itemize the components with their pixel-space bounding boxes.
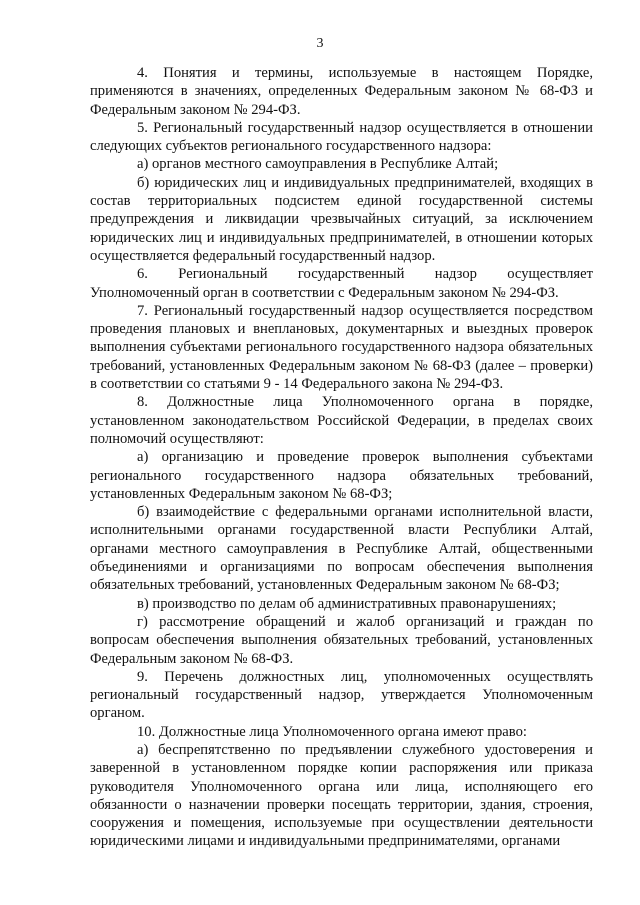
document-body (90, 64, 593, 851)
paragraph-8-item-a: а) организацию и проведение проверок выполнения субъектами регионального государственного надзора обязательных требований, установленных Федеральным законом № 68-ФЗ; (90, 449, 593, 502)
paragraph-8-officials: 8. Должностные лица Уполномоченного органа в порядке, установленном законодательством Российской Федерации, в пределах своих полномочий осуществляют: (90, 394, 593, 447)
paragraph-5-item-a: а) органов местного самоуправления в Республике Алтай; (137, 156, 499, 173)
paragraph-10-item-a: а) беспрепятственно по предъявлении служебного удостоверения и заверенной в установленном порядке копии распоряжения или приказа руководителя Уполномоченного органа или лица, исполняющего его обязанности о назначении проверки посещать территории, здания, строения, сооружения и помещения, используемые при осуществлении деятельности юридическими лицами и индивидуальными предпринимателями, органами (90, 741, 593, 850)
paragraph-7-inspections: 7. Региональный государственный надзор осуществляется посредством проведения плановых и внеплановых, документарных и выездных проверок выполнения субъектами регионального государственного надзора обязательных требований, установленных Федеральным законом № 68-ФЗ (далее – проверки) в соответствии со статьями 9 - 14 Федерального закона № 294-ФЗ. (90, 302, 593, 393)
paragraph-4-terms: 4. Понятия и термины, используемые в настоящем Порядке, применяются в значениях, определенных Федеральным законом № 68-ФЗ и Федеральным законом № 294-ФЗ. (90, 65, 593, 118)
page-number: 3 (316, 36, 324, 51)
paragraph-9-list-of-officials: 9. Перечень должностных лиц, уполномоченных осуществлять региональный государственный надзор, утверждается Уполномоченным органом. (90, 668, 593, 722)
paragraph-8-item-c: в) производство по делам об административных правонарушениях; (137, 595, 557, 612)
paragraph-5-subjects: 5. Региональный государственный надзор осуществляется в отношении следующих субъектов регионального государственного надзора: (90, 119, 593, 155)
paragraph-8-item-d: г) рассмотрение обращений и жалоб организаций и граждан по вопросам обеспечения выполнения обязательных требований, установленных Федеральным законом № 68-ФЗ. (90, 613, 593, 667)
paragraph-5-item-b: б) юридических лиц и индивидуальных предпринимателей, входящих в состав территориальных подсистем единой государственной системы предупреждения и ликвидации чрезвычайных ситуаций, за исключением юридических лиц и индивидуальных предпринимателей, в отношении которых осуществляется федеральный государственный надзор. (90, 174, 593, 264)
paragraph-6-authority: 6. Региональный государственный надзор осуществляет Уполномоченный орган в соответствии с Федеральным законом № 294-ФЗ. (90, 266, 593, 301)
paragraph-10-rights: 10. Должностные лица Уполномоченного органа имеют право: (137, 723, 527, 740)
paragraph-8-item-b: б) взаимодействие с федеральными органами исполнительной власти, исполнительными органами государственной власти Республики Алтай, органами местного самоуправления в Республике Алтай, общественными объединениями и организациями по вопросам обеспечения выполнения обязательных требований, установленных Федеральным законом № 68-ФЗ; (90, 504, 593, 594)
